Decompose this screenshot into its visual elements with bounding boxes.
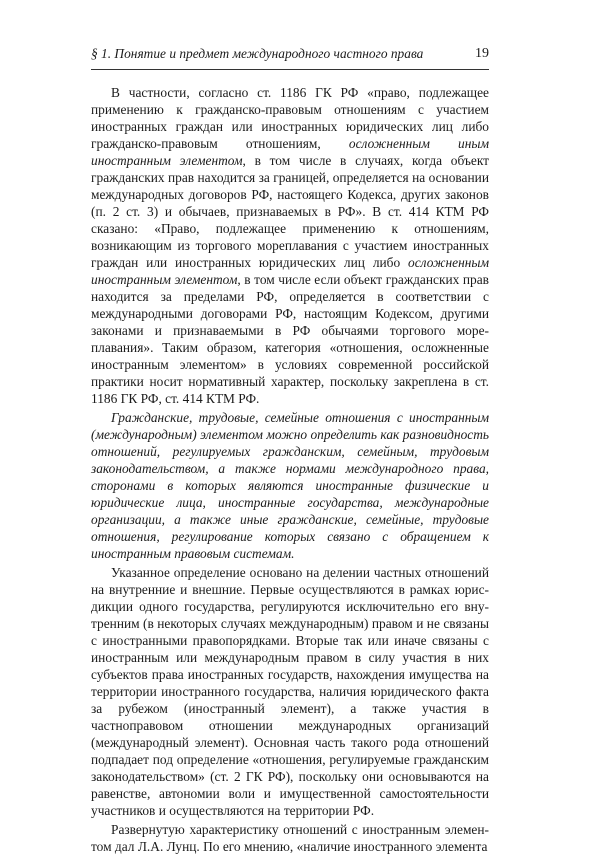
paragraph-1-italic-1: осложненным иным иностранным элементом (91, 136, 490, 168)
paragraph-3: Указанное определение основано на делении частных отношений на внутренние и внешние. Первые осуществляются в рамках юрисдикции одного государства, регулируются исключительно его внутренним (в некоторых случаях международным) правом и не связаны с иностранными правопорядками. Вторые так или иначе связаны с иностранным или международным правом в силу участия в них субъектов права иностранных государств, нахождения имущества на территории иностранного государства, наличия юридического факта за рубежом (иностранный элемент), а также участия в частноправовом отношении международных организаций (международный элемент). Основная часть такого рода отношений подпадает под определение «отношения, регулируемые гражданским законодательством» (ст. 2 ГК РФ), поскольку они основываются на равенстве, автономии воли и имущественной самостоятельности участников и осуществляются на территории РФ. (91, 565, 489, 818)
running-title: § 1. Понятие и предмет международного частного права (91, 46, 424, 61)
paragraph-1-part-c: , в том числе в случаях, когда объект гражданских прав находится за границей, определяется на основании международных договоров РФ, настоящего Кодекса, других законов (п. 2 ст. 3) и обычаев, признаваемых в РФ». В ст. 414 КТМ РФ сказано: «Право, подлежащее применению к отношениям, возникающим из торгового мореплавания с участием иностранных граждан или иностранных юридических лиц либо (91, 153, 490, 270)
paragraph-1-italic-2: осложненным иностранным элементом (91, 255, 489, 287)
paragraph-2-definition: Гражданские, трудовые, семейные отношения с иностранным (международным) элементом можно определить как разновидность отношений, регулируемых гражданским, семейным, трудовым законодательством, а также нормами международного права, сторонами в которых являются иностранные физические и юридические лица, иностранные государства, международные организации, а также иные гражданские, семейные, трудовые отношения, регулирование которых связано с обращением к иностранным правовым системам. (91, 410, 489, 561)
running-header (91, 44, 489, 64)
paragraph-1-part-e: , в том числе если объект гражданских прав находится за пределами РФ, определяется в соответствии с международными договорами РФ, настоящим Кодексом, другими законами и признаваемыми в РФ обычаями торгового мореплавания». Таким образом, категория «отношения, осложненные иностранным элементом» в условиях современной российской практики носит нормативный характер, поскольку закреплена в ст. 1186 ГК РФ, ст. 414 КТМ РФ. (91, 272, 489, 406)
page-body (91, 84, 489, 855)
paragraph-1-part-a: В частности, согласно ст. 1186 ГК РФ «право, подлежащее применению к гражданско-правовым отношениям с участием иностранных граждан или иностранных юридических лиц либо гражданско-правовым отношениям, (91, 85, 489, 151)
paragraph-1 (91, 84, 489, 407)
paragraph-4: Развернутую характеристику отношений с иностранным элементом дал Л.А. Лунц. По его мнению, «наличие иностранного элемента (91, 822, 489, 854)
page-number: 19 (475, 46, 489, 61)
header-rule (91, 69, 489, 70)
